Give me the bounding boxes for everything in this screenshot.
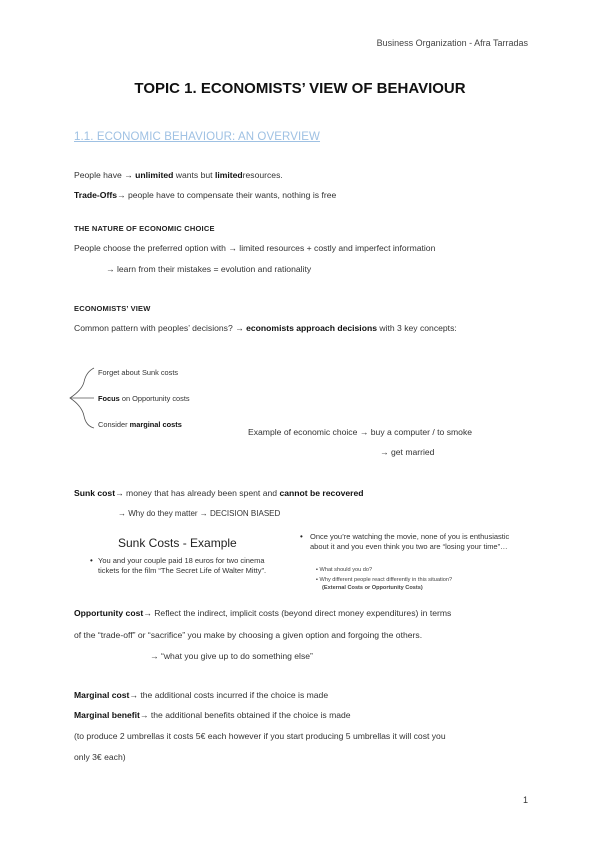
sunk-why: → Why do they matter → DECISION BIASED [118,509,281,518]
slide-title: Sunk Costs - Example [118,536,237,550]
opportunity-line-3: → “what you give up to do something else” [150,651,313,661]
slide-right-text: Once you’re watching the movie, none of you is enthusiastic about it and you even think you two are “losing your time”… [310,532,510,551]
section-heading: 1.1. ECONOMIC BEHAVIOUR: AN OVERVIEW [74,131,321,143]
bullet-icon: • [90,556,93,565]
example-line-2: → get married [380,447,435,457]
opportunity-line-2: of the “trade-off” or “sacrifice” you make by choosing a given option and forgoing the others. [74,630,423,640]
marginal-benefit-text: → the additional benefits obtained if the choice is made [139,710,351,720]
diagram-bold: Focus [98,394,120,403]
intro-line-1 [74,170,283,180]
intro-bold: unlimited [135,170,174,180]
concepts-diagram [60,360,260,440]
diagram-text: Consider [98,420,128,429]
running-header: Business Organization - Afra Tarradas [376,38,528,48]
slide-sub-3: (External Costs or Opportunity Costs) [322,585,423,591]
slide-sub-2: ▪ Why different people react differently in this situation? [316,577,453,583]
view-bold: economists approach decisions [246,323,377,333]
diagram-item-marginal [98,420,182,429]
example-line-1: Example of economic choice → buy a computer / to smoke [248,427,473,437]
slide-sub-text: Why different people react differently in this situation? [319,577,453,583]
opportunity-line-1 [74,608,451,618]
trade-offs-definition: → people have to compensate their wants, nothing is free [116,190,337,200]
intro-text: wants but [175,170,213,180]
trade-offs-term: Trade-Offs [74,190,117,200]
marginal-benefit-term: Marginal benefit [74,710,140,720]
intro-bold: limited [214,170,243,180]
intro-line-2 [74,190,336,200]
slide-left-text: You and your couple paid 18 euros for two cinema tickets for the film “The Secret Life of Walter Mitty”. [98,556,267,575]
marginal-benefit-line [74,710,351,720]
diagram-item-sunk: Forget about Sunk costs [98,368,179,377]
nature-line-1: People choose the preferred option with → limited resources + costly and imperfect information [74,243,436,253]
page-title: TOPIC 1. ECONOMISTS’ VIEW OF BEHAVIOUR [134,80,466,97]
diagram-bold: marginal costs [129,420,182,429]
diagram-item-opportunity [98,394,190,403]
opportunity-text: → Reflect the indirect, implicit costs (beyond direct money expenditures) in terms [143,608,452,618]
sunk-text: → money that has already been spent and [115,488,278,498]
view-line [74,323,457,333]
view-text: Common pattern with peoples’ decisions? → [74,323,244,333]
sunk-cost-definition [74,488,364,498]
sunk-cost-slide [90,526,540,606]
subheading-view: ECONOMISTS’ VIEW [74,304,151,313]
marginal-example-2: only 3€ each) [74,752,126,762]
nature-line-2: → learn from their mistakes = evolution and rationality [106,264,312,274]
page-number: 1 [522,795,528,805]
marginal-cost-text: → the additional costs incurred if the choice is made [129,690,329,700]
subheading-nature: THE NATURE OF ECONOMIC CHOICE [74,224,215,233]
sunk-bold: cannot be recovered [279,488,364,498]
sunk-term: Sunk cost [74,488,116,498]
diagram-text: on Opportunity costs [121,394,190,403]
bullet-icon: • [300,532,303,541]
opportunity-term: Opportunity cost [74,608,144,618]
marginal-cost-line [74,690,328,700]
slide-sub-text: What should you do? [319,567,373,573]
marginal-example-1: (to produce 2 umbrellas it costs 5€ each however if you start producing 5 umbrellas it will cost you [74,731,446,741]
intro-text: resources. [242,170,283,180]
view-text: with 3 key concepts: [379,323,457,333]
marginal-cost-term: Marginal cost [74,690,130,700]
intro-text: People have → [74,170,133,180]
slide-sub-1: ▪ What should you do? [316,567,373,573]
